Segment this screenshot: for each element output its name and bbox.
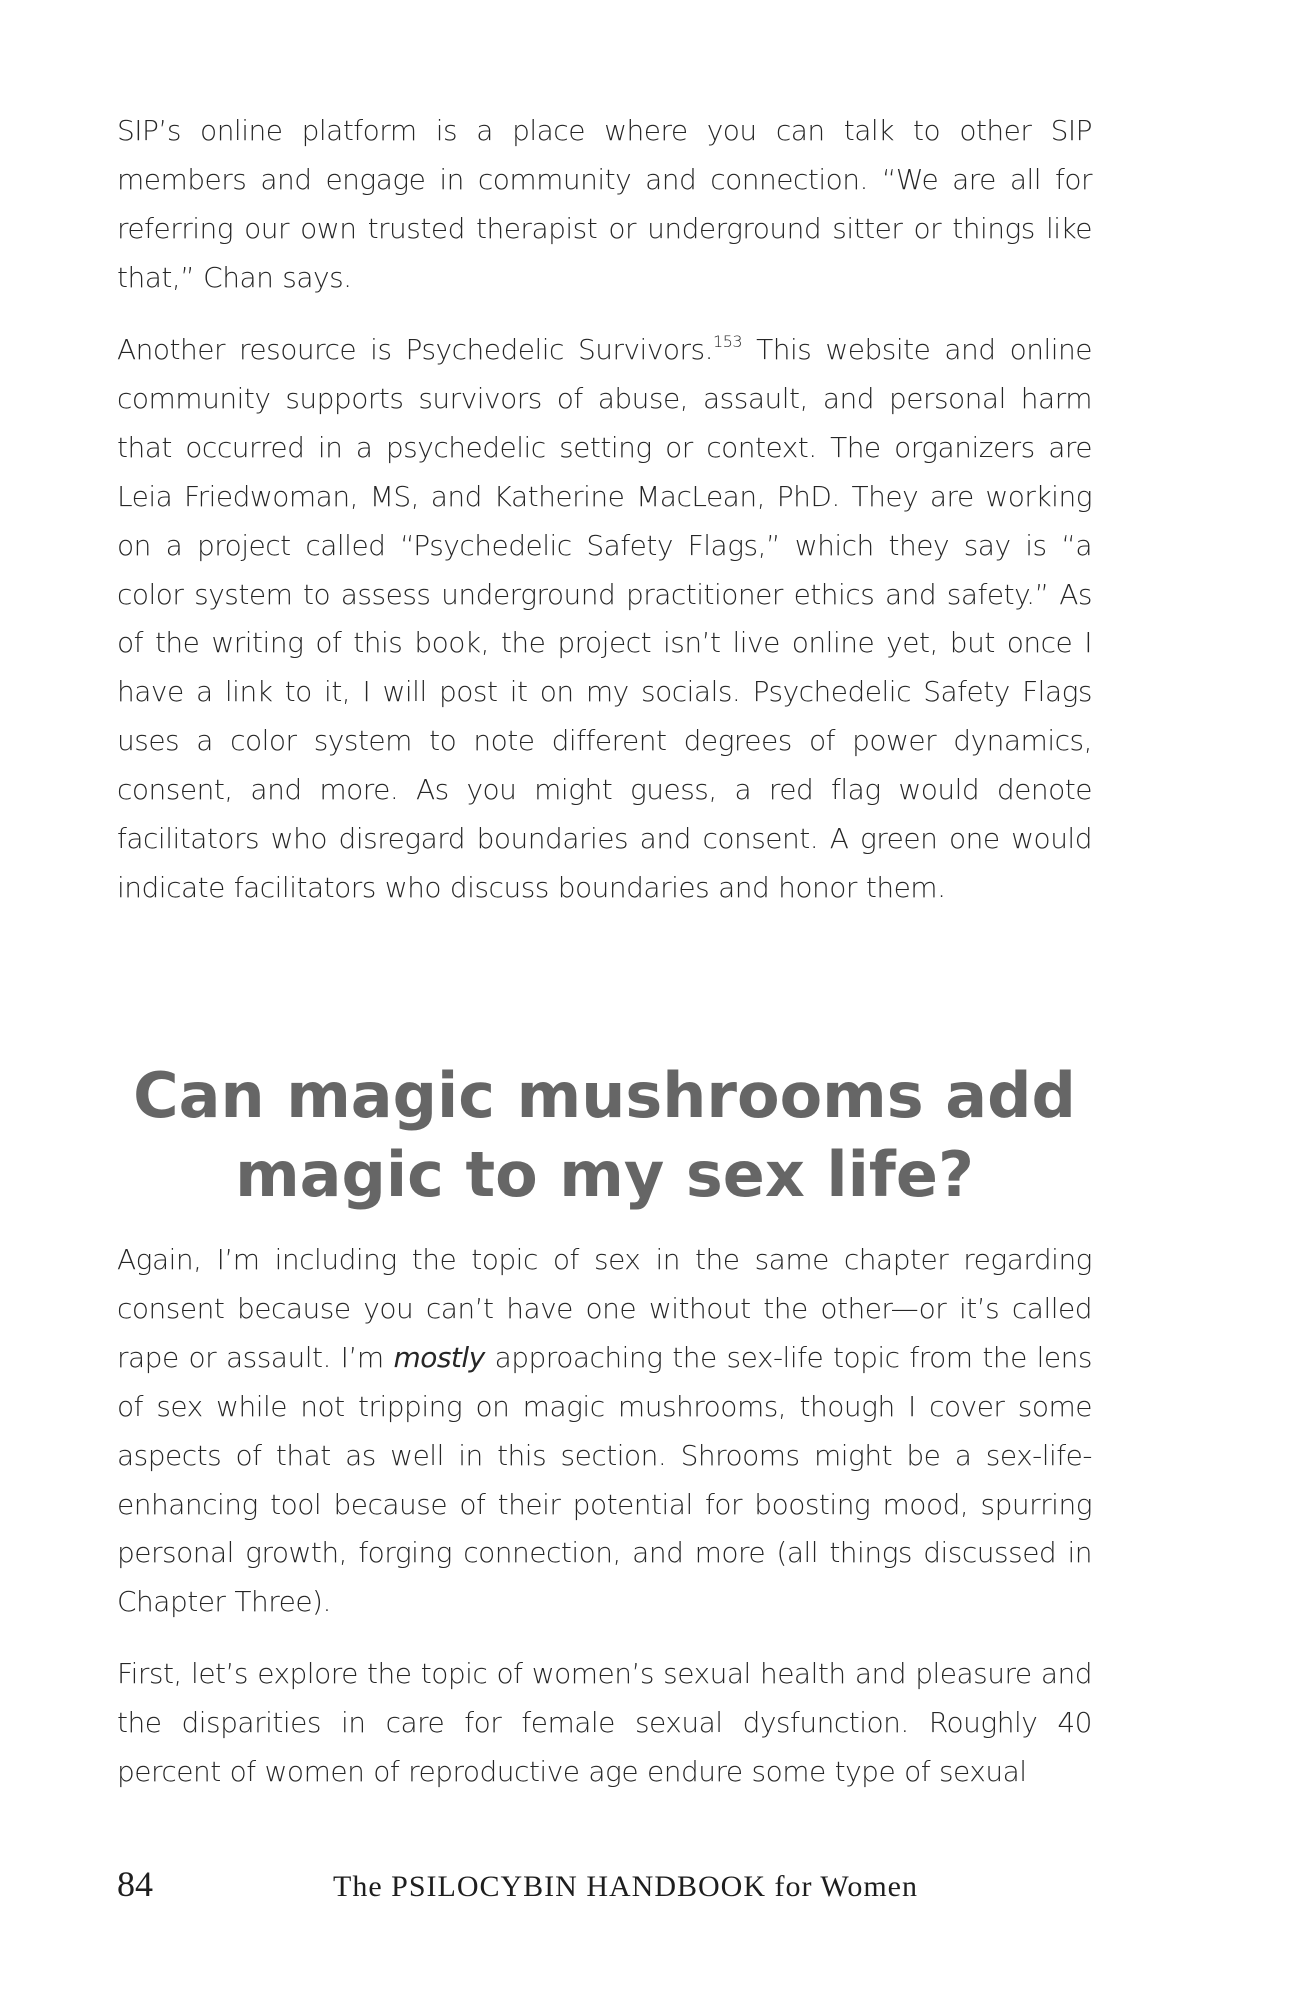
emphasized-word: mostly: [393, 1340, 485, 1374]
paragraph-text: [117, 1236, 1092, 1627]
paragraph-text-start: Again, I’m including the topic of sex in the same chapter regarding consent because you can’t have one without the other—or it’s called rape or assault. I’m: [117, 1243, 1092, 1374]
body-paragraph-2: [117, 326, 1092, 913]
page-footer: [0, 1864, 1294, 1914]
heading-line-1: Can magic mushrooms add: [133, 1059, 1076, 1132]
paragraph-text: [117, 326, 1092, 913]
page-number: 84: [117, 1864, 153, 1904]
running-title: The PSILOCYBIN HANDBOOK for Women: [333, 1870, 918, 1903]
paragraph-text-end: approaching the sex-life topic from the lens of sex while not tripping on magic mushrooms, though I cover some aspects of that as well in this section. Shrooms might be a sex-life-enhancing tool because of their potential for boosting mood, spurring personal growth, forging connection, and more (all things discussed in Chapter Three).: [117, 1340, 1092, 1619]
body-paragraph-4: [117, 1650, 1092, 1797]
section-heading: [117, 1056, 1092, 1214]
paragraph-text-start: Another resource is Psychedelic Survivors.: [117, 333, 714, 366]
body-paragraph-1: [117, 107, 1092, 303]
body-paragraph-3: [117, 1236, 1092, 1627]
paragraph-text-end: This website and online community supports survivors of abuse, assault, and personal harm that occurred in a psychedelic setting or context. The organizers are Leia Friedwoman, MS, and Katherine MacLean, PhD. They are working on a project called “Psychedelic Safety Flags,” which they say is “a color system to assess underground practitioner ethics and safety.” As of the writing of this book, the project isn’t live online yet, but once I have a link to it, I will post it on my socials. Psychedelic Safety Flags uses a color system to note different degrees of power dynamics, consent, and more. As you might guess, a red flag would denote facilitators who disregard boundaries and consent. A green one would indicate facilitators who discuss boundaries and honor them.: [117, 333, 1092, 904]
paragraph-text: First, let’s explore the topic of women’s sexual health and pleasure and the disparities in care for female sexual dysfunction. Roughly 40 percent of women of reproductive age endure some type of sexual: [117, 1657, 1092, 1788]
footnote-reference: 153: [713, 331, 743, 351]
paragraph-text: SIP’s online platform is a place where you can talk to other SIP members and engage in community and connection. “We are all for referring our own trusted therapist or underground sitter or things like that,” Chan says.: [117, 114, 1092, 294]
heading-line-2: magic to my sex life?: [235, 1138, 974, 1211]
